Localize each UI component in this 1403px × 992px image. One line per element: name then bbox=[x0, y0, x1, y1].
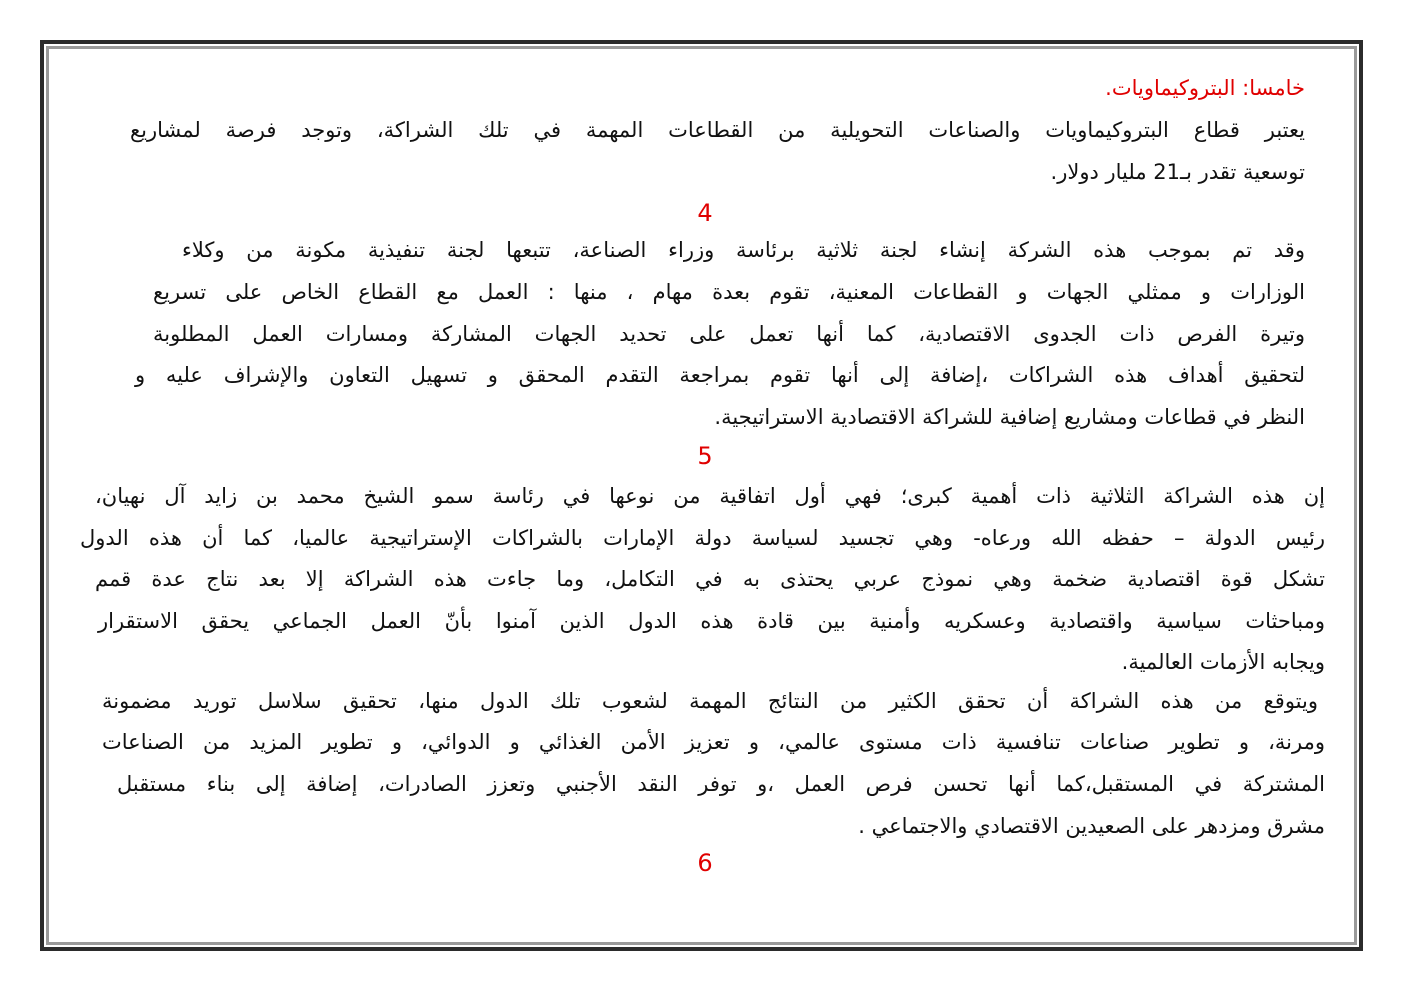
paragraph-2-line-4: لتحقيق أهداف هذه الشراكات ،إضافة إلى أنها تقوم بمراجعة التقدم المحقق و تسهيل التعاون والإشراف عليه و bbox=[135, 363, 1305, 387]
paragraph-2-line-3: وتيرة الفرص ذات الجدوى الاقتصادية، كما أنها تعمل على تحديد الجهات المشاركة ومسارات العمل المطلوبة bbox=[153, 322, 1305, 346]
paragraph-4-line-1: ويتوقع من هذه الشراكة أن تحقق الكثير من النتائج المهمة لشعوب تلك الدول منها، تحقيق سلاسل توريد مضمونة bbox=[102, 689, 1318, 713]
paragraph-3-line-5: ويجابه الأزمات العالمية. bbox=[1121, 650, 1325, 674]
paragraph-2-line-2: الوزارات و ممثلي الجهات و القطاعات المعنية، تقوم بعدة مهام ، منها : العمل مع القطاع الخاص على تسريع bbox=[153, 280, 1305, 304]
page-number: 6 bbox=[697, 849, 713, 877]
paragraph-2-line-1: وقد تم بموجب هذه الشركة إنشاء لجنة ثلاثية برئاسة وزراء الصناعة، تتبعها لجنة تنفيذية مكونة من وكلاء bbox=[182, 238, 1305, 262]
paragraph-3-line-2: رئيس الدولة – حفظه الله ورعاه- وهي تجسيد لسياسة دولة الإمارات بالشراكات الإستراتيجية عالميا، كما أن هذه الدول bbox=[80, 526, 1325, 550]
paragraph-1-line-1: يعتبر قطاع البتروكيماويات والصناعات التحويلية من القطاعات المهمة في تلك الشراكة، وتوجد فرصة لمشاريع bbox=[130, 118, 1305, 142]
paragraph-3-line-4: ومباحثات سياسية واقتصادية وعسكريه وأمنية بين قادة هذه الدول الذين آمنوا بأنّ العمل الجماعي يحقق الاستقرار bbox=[98, 609, 1325, 633]
paragraph-3-line-3: تشكل قوة اقتصادية ضخمة وهي نموذج عربي يحتذى به في التكامل، وما جاءت هذه الشراكة إلا بعد نتاج عدة قمم bbox=[95, 567, 1325, 591]
page-number: 4 bbox=[697, 199, 713, 227]
page-number: 5 bbox=[697, 442, 713, 470]
paragraph-1-line-2: توسعية تقدر بـ21 مليار دولار. bbox=[1050, 160, 1305, 184]
paragraph-2-line-5: النظر في قطاعات ومشاريع إضافية للشراكة الاقتصادية الاستراتيجية. bbox=[714, 405, 1305, 429]
paragraph-4-line-3: المشتركة في المستقبل،كما أنها تحسن فرص العمل ،و توفر النقد الأجنبي وتعزز الصادرات، إضافة إلى بناء مستقبل bbox=[117, 772, 1325, 796]
paragraph-4-line-4: مشرق ومزدهر على الصعيدين الاقتصادي والاجتماعي . bbox=[858, 814, 1325, 838]
section-heading: خامسا: البتروكيماويات. bbox=[1105, 76, 1305, 100]
paragraph-3-line-1: إن هذه الشراكة الثلاثية ذات أهمية كبرى؛ فهي أول اتفاقية من نوعها في رئاسة سمو الشيخ محمد بن زايد آل نهيان، bbox=[95, 484, 1325, 508]
paragraph-4-line-2: ومرنة، و تطوير صناعات تنافسية ذات مستوى عالمي، و تعزيز الأمن الغذائي و الدوائي، و تطوير المزيد من الصناعات bbox=[102, 730, 1325, 754]
